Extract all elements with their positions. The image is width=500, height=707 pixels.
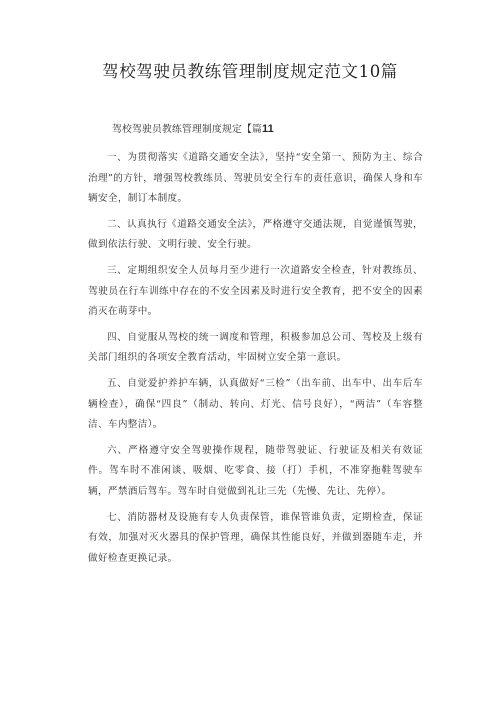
paragraph: 四、自觉服从驾校的统一调度和管理，积极参加总公司、驾校及上级有关部门组织的各项安全教育活动，牢固树立安全第一意识。: [88, 331, 423, 364]
section-heading-number: 11: [261, 123, 274, 135]
paragraph: 七、消防器材及设施有专人负责保管，谁保管谁负责，定期检查，保证有效，加强对灭火器具的保护管理，确保其性能良好，并做到器随车走，并做好检查更换记录。: [88, 511, 423, 564]
paragraph: 一、为贯彻落实《道路交通安全法》，坚持“安全第一、预防为主、综合治理”的方针，增强驾校教练员、驾驶员安全行车的责任意识，确保人身和车辆安全，制订本制度。: [88, 152, 423, 205]
document-body: [88, 148, 423, 574]
paragraph: 二、认真执行《道路交通安全法》，严格遵守交通法规，自觉谨慎驾驶，做到依法行驶、文明行驶、安全行驶。: [88, 218, 423, 251]
document-title: 驾校驾驶员教练管理制度规定范文10篇: [102, 62, 398, 81]
section-heading: [112, 121, 274, 135]
paragraph: 三、定期组织安全人员每月至少进行一次道路安全检查，针对教练员、驾驶员在行车训练中存在的不安全因素及时进行安全教育，把不安全的因素消灭在萌芽中。: [88, 264, 423, 318]
section-heading-text: 驾校驾驶员教练管理制度规定【篇: [112, 124, 262, 135]
paragraph: 五、自觉爱护养护车辆，认真做好“三检”（出车前、出车中、出车后车辆检查），确保“四良”（制动、转向、灯光、信号良好），“两洁”（车容整洁、车内整洁）。: [88, 377, 423, 431]
paragraph: 六、严格遵守安全驾驶操作规程，随带驾驶证、行驶证及相关有效证件。驾车时不准闲谈、吸烟、吃零食、接（打）手机，不准穿拖鞋驾驶车辆，严禁酒后驾车。驾车时自觉做到礼让三先（先慢、先让、先停）。: [88, 444, 423, 497]
